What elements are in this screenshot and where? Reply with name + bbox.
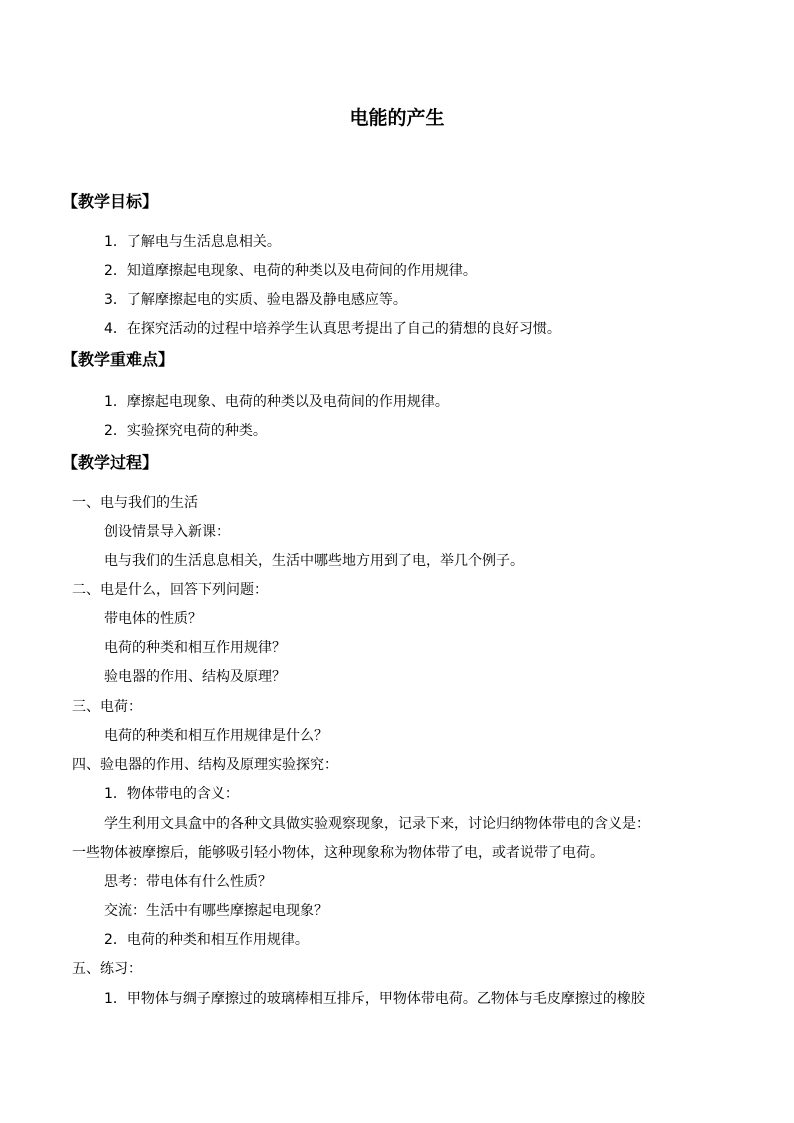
section-heading-goals: 【教学目标】 xyxy=(62,192,159,211)
section-heading-process: 【教学过程】 xyxy=(62,453,159,472)
process-line: 带电体的性质？ xyxy=(104,611,202,627)
key-point-item-2: 2．实验探究电荷的种类。 xyxy=(104,423,267,439)
process-line: 一、电与我们的生活 xyxy=(72,495,198,511)
process-line: 一些物体被摩擦后，能够吸引轻小物体，这种现象称为物体带了电，或者说带了电荷。 xyxy=(72,845,604,861)
process-line: 验电器的作用、结构及原理？ xyxy=(104,669,286,685)
process-line: 2．电荷的种类和相互作用规律。 xyxy=(104,932,309,948)
process-line: 思考：带电体有什么性质？ xyxy=(104,874,272,890)
goal-item-1: 1．了解电与生活息息相关。 xyxy=(104,234,281,250)
goal-item-4: 4．在探究活动的过程中培养学生认真思考提出了自己的猜想的良好习惯。 xyxy=(104,321,561,337)
document-title: 电能的产生 xyxy=(349,107,445,129)
goal-item-2: 2．知道摩擦起电现象、电荷的种类以及电荷间的作用规律。 xyxy=(104,263,477,279)
process-line: 1．物体带电的含义： xyxy=(104,786,239,802)
process-line: 电与我们的生活息息相关，生活中哪些地方用到了电，举几个例子。 xyxy=(104,553,524,569)
key-point-item-1: 1．摩擦起电现象、电荷的种类以及电荷间的作用规律。 xyxy=(104,394,449,410)
process-line: 创设情景导入新课： xyxy=(104,524,230,540)
process-line: 电荷的种类和相互作用规律是什么？ xyxy=(104,728,328,744)
process-line: 交流：生活中有哪些摩擦起电现象？ xyxy=(104,903,328,919)
process-line: 四、验电器的作用、结构及原理实验探究： xyxy=(72,757,338,773)
process-line: 二、电是什么，回答下列问题： xyxy=(72,582,268,598)
process-line: 电荷的种类和相互作用规律？ xyxy=(104,640,286,656)
goal-item-3: 3．了解摩擦起电的实质、验电器及静电感应等。 xyxy=(104,292,407,308)
process-line: 三、电荷： xyxy=(72,699,142,715)
process-line: 五、练习： xyxy=(72,961,142,977)
process-line: 学生利用文具盒中的各种文具做实验观察现象，记录下来，讨论归纳物体带电的含义是： xyxy=(104,816,650,832)
process-line: 1．甲物体与绸子摩擦过的玻璃棒相互排斥，甲物体带电荷。乙物体与毛皮摩擦过的橡胶 xyxy=(104,991,645,1007)
section-heading-key-points: 【教学重难点】 xyxy=(62,350,175,369)
